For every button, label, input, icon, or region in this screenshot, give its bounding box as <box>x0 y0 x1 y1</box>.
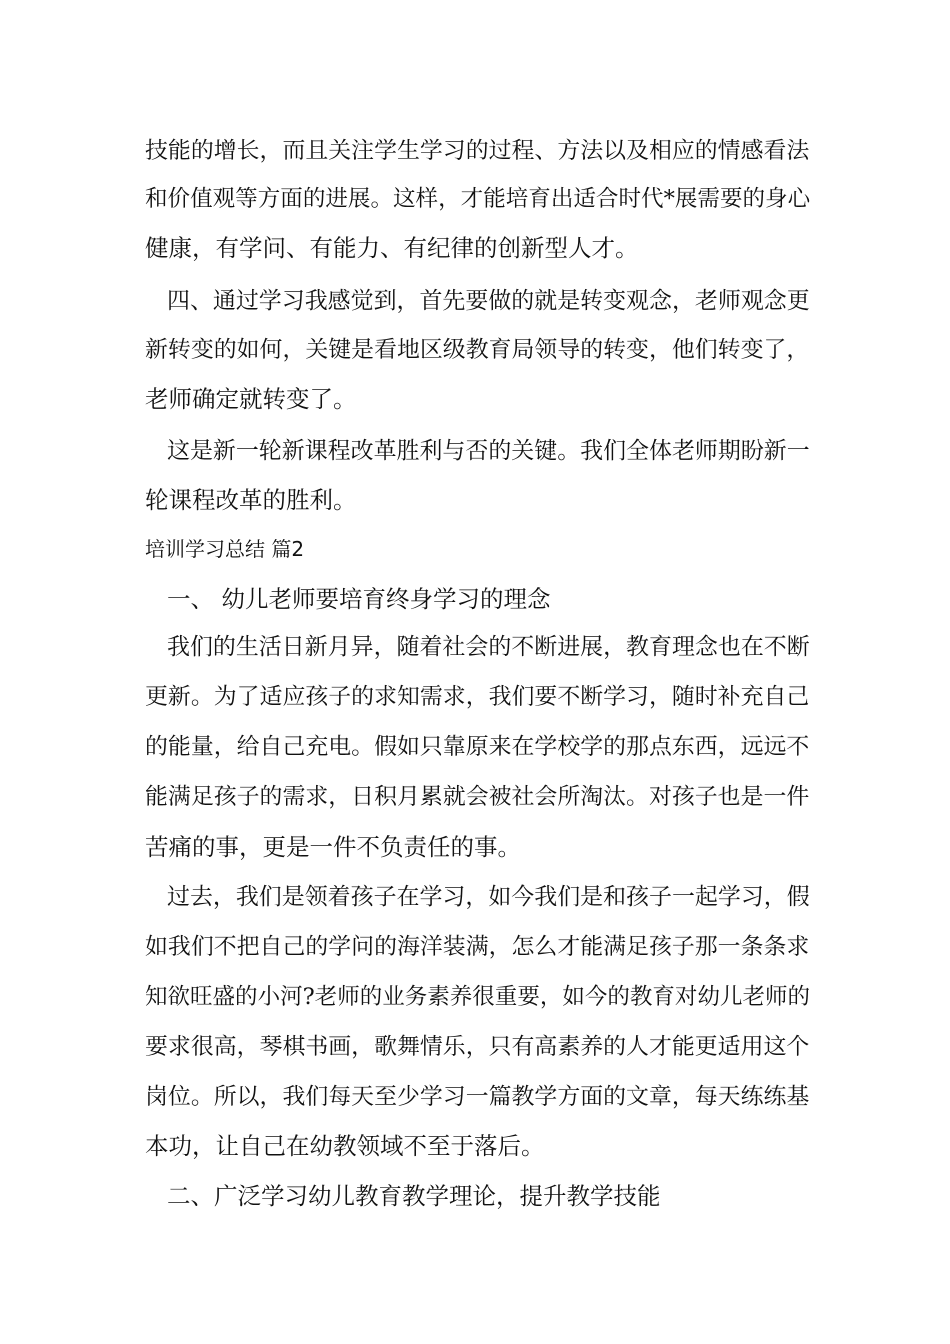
text-line: 技能的增长，而且关注学生学习的过程、方法以及相应的情感看法 <box>145 138 810 164</box>
text-line: 新转变的如何，关键是看地区级教育局领导的转变，他们转变了， <box>145 337 810 363</box>
text-line: 我们的生活日新月异，随着社会的不断进展，教育理念也在不断 <box>167 634 810 660</box>
text-line: 老师确定就转变了。 <box>145 385 357 413</box>
text-line: 要求很高，琴棋书画，歌舞情乐，只有高素养的人才能更适用这个 <box>145 1034 810 1060</box>
section-heading: 培训学习总结 篇2 <box>145 537 305 561</box>
text-line: 的能量，给自己充电。假如只靠原来在学校学的那点东西，远远不 <box>145 734 810 760</box>
text-line: 二、广泛学习幼儿教育教学理论，提升教学技能 <box>167 1182 661 1210</box>
text-line: 苦痛的事，更是一件不负责任的事。 <box>145 833 521 861</box>
text-line: 和价值观等方面的进展。这样，才能培育出适合时代*展需要的身心 <box>145 186 811 212</box>
text-line: 知欲旺盛的小河?老师的业务素养很重要，如今的教育对幼儿老师的 <box>145 984 811 1010</box>
text-line: 如我们不把自己的学问的海洋装满，怎么才能满足孩子那一条条求 <box>145 934 810 960</box>
text-line: 过去，我们是领着孩子在学习，如今我们是和孩子一起学习，假 <box>167 884 810 910</box>
text-line: 一、 幼儿老师要培育终身学习的理念 <box>167 585 551 613</box>
text-line: 更新。为了适应孩子的求知需求，我们要不断学习，随时补充自己 <box>145 684 810 710</box>
text-line: 岗位。所以，我们每天至少学习一篇教学方面的文章，每天练练基 <box>145 1084 810 1110</box>
text-line: 本功，让自己在幼教领域不至于落后。 <box>145 1132 545 1160</box>
text-line: 健康，有学问、有能力、有纪律的创新型人才。 <box>145 234 639 262</box>
text-line: 这是新一轮新课程改革胜利与否的关键。我们全体老师期盼新一 <box>167 438 810 464</box>
text-line: 四、通过学习我感觉到，首先要做的就是转变观念，老师观念更 <box>167 288 810 314</box>
text-line: 能满足孩子的需求，日积月累就会被社会所淘汰。对孩子也是一件 <box>145 784 810 810</box>
text-line: 轮课程改革的胜利。 <box>145 486 357 514</box>
